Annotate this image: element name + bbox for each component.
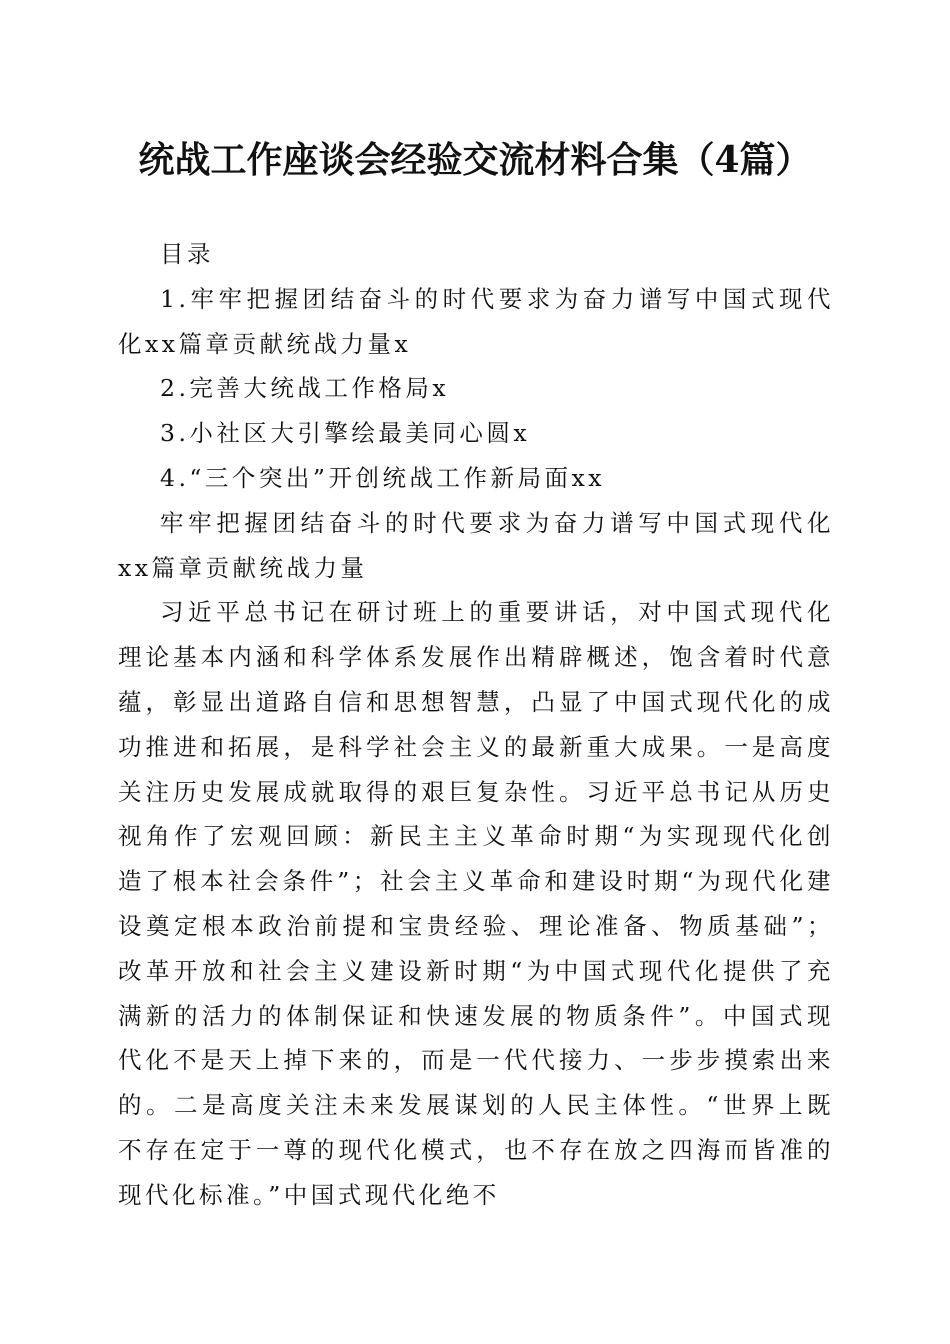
toc-item: 4.“三个突出”开创统战工作新局面xx <box>160 463 605 492</box>
document-title: 统战工作座谈会经验交流材料合集（4篇） <box>138 139 812 181</box>
toc-item: 2.完善大统战工作格局x <box>160 374 450 403</box>
toc-item: 3.小社区大引擎绘最美同心圆x <box>160 419 531 448</box>
toc-item: 1.牢牢把握团结奋斗的时代要求为奋力谱写中国式现代化xx篇章贡献统战力量x <box>118 284 834 358</box>
body-paragraph: 习近平总书记在研讨班上的重要讲话，对中国式现代化理论基本内涵和科学体系发展作出精辟概述，饱含着时代意蕴，彰显出道路自信和思想智慧，凸显了中国式现代化的成功推进和拓展，是科学社会主义的最新重大成果。一是高度关注历史发展成就取得的艰巨复杂性。习近平总书记从历史视角作了宏观回顾：新民主主义革命时期“为实现现代化创造了根本社会条件”；社会主义革命和建设时期“为现代化建设奠定根本政治前提和宝贵经验、理论准备、物质基础”；改革开放和社会主义建设新时期“为中国式现代化提供了充满新的活力的体制保证和快速发展的物质条件”。中国式现代化不是天上掉下来的，而是一代代接力、一步步摸索出来的。二是高度关注未来发展谋划的人民主体性。“世界上既不存在定于一尊的现代化模式，也不存在放之四海而皆准的现代化标准。”中国式现代化绝不 <box>118 598 834 1209</box>
document-body <box>118 232 834 1218</box>
section-heading: 牢牢把握团结奋斗的时代要求为奋力谱写中国式现代化xx篇章贡献统战力量 <box>118 508 834 582</box>
toc-heading: 目录 <box>160 240 214 268</box>
